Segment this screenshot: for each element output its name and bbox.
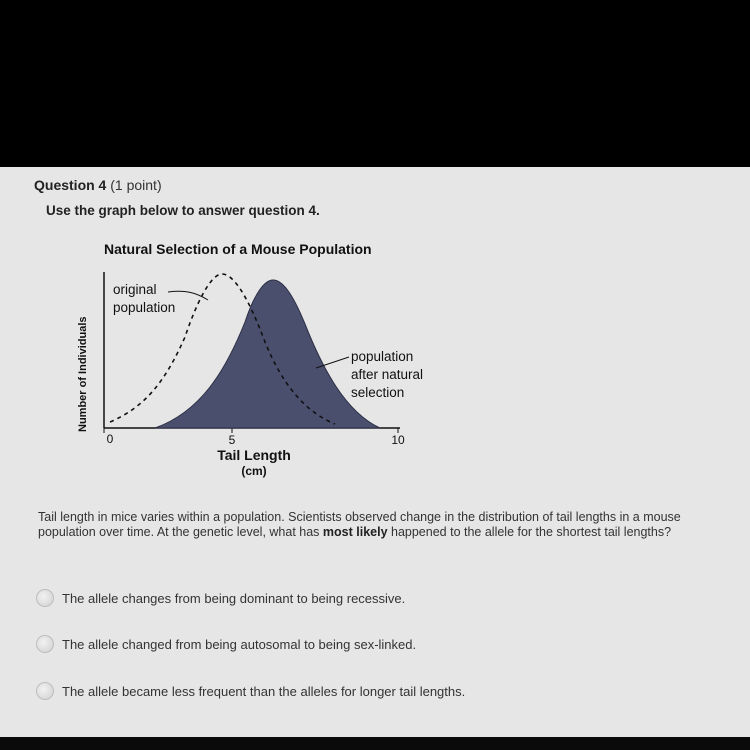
x-tick-5: 5 xyxy=(228,433,236,447)
series-after-selection xyxy=(155,280,380,428)
x-axis-label: Tail Length xyxy=(217,447,291,463)
radio-button-1[interactable] xyxy=(36,589,54,607)
question-header xyxy=(34,177,162,193)
radio-button-3[interactable] xyxy=(36,682,54,700)
annotation-original-line1: original xyxy=(113,282,157,297)
annotation-after-line3: selection xyxy=(351,385,405,400)
x-tick-10: 10 xyxy=(391,433,405,447)
radio-button-2[interactable] xyxy=(36,635,54,653)
screen-bezel xyxy=(0,737,750,750)
question-text xyxy=(38,510,688,540)
annotation-after xyxy=(351,349,427,400)
answer-label-3: The allele became less frequent than the alleles for longer tail lengths. xyxy=(62,683,466,699)
x-axis-unit: (cm) xyxy=(241,464,267,478)
answer-label-2: The allele changed from being autosomal to being sex-linked. xyxy=(62,636,417,652)
question-intro: Use the graph below to answer question 4. xyxy=(46,203,320,218)
annotation-original xyxy=(113,282,175,315)
question-text-start: Tail length in mice varies within a population. Scientists observed change in the distribution of tail lengths in a mouse population over time. At the genetic level, what has xyxy=(38,510,681,539)
answer-option-1[interactable] xyxy=(36,587,405,609)
chart-title: Natural Selection of a Mouse Population xyxy=(104,241,372,257)
question-text-end: happened to the allele for the shortest tail lengths? xyxy=(387,525,672,539)
quiz-screen xyxy=(0,167,750,737)
annotation-after-line2: after natural xyxy=(351,367,424,382)
x-tick-0: 0 xyxy=(106,432,114,446)
question-number: Question 4 xyxy=(34,177,107,193)
question-points: (1 point) xyxy=(110,177,162,193)
answer-label-1: The allele changes from being dominant to being recessive. xyxy=(62,590,406,606)
answer-option-3[interactable] xyxy=(36,680,465,702)
question-text-emphasis: most likely xyxy=(322,525,388,539)
chart xyxy=(60,262,460,482)
annotation-after-line1: population xyxy=(351,349,414,364)
y-axis-label: Number of Individuals xyxy=(77,316,89,432)
answer-option-2[interactable] xyxy=(36,633,416,655)
annotation-original-line2: population xyxy=(113,300,176,315)
